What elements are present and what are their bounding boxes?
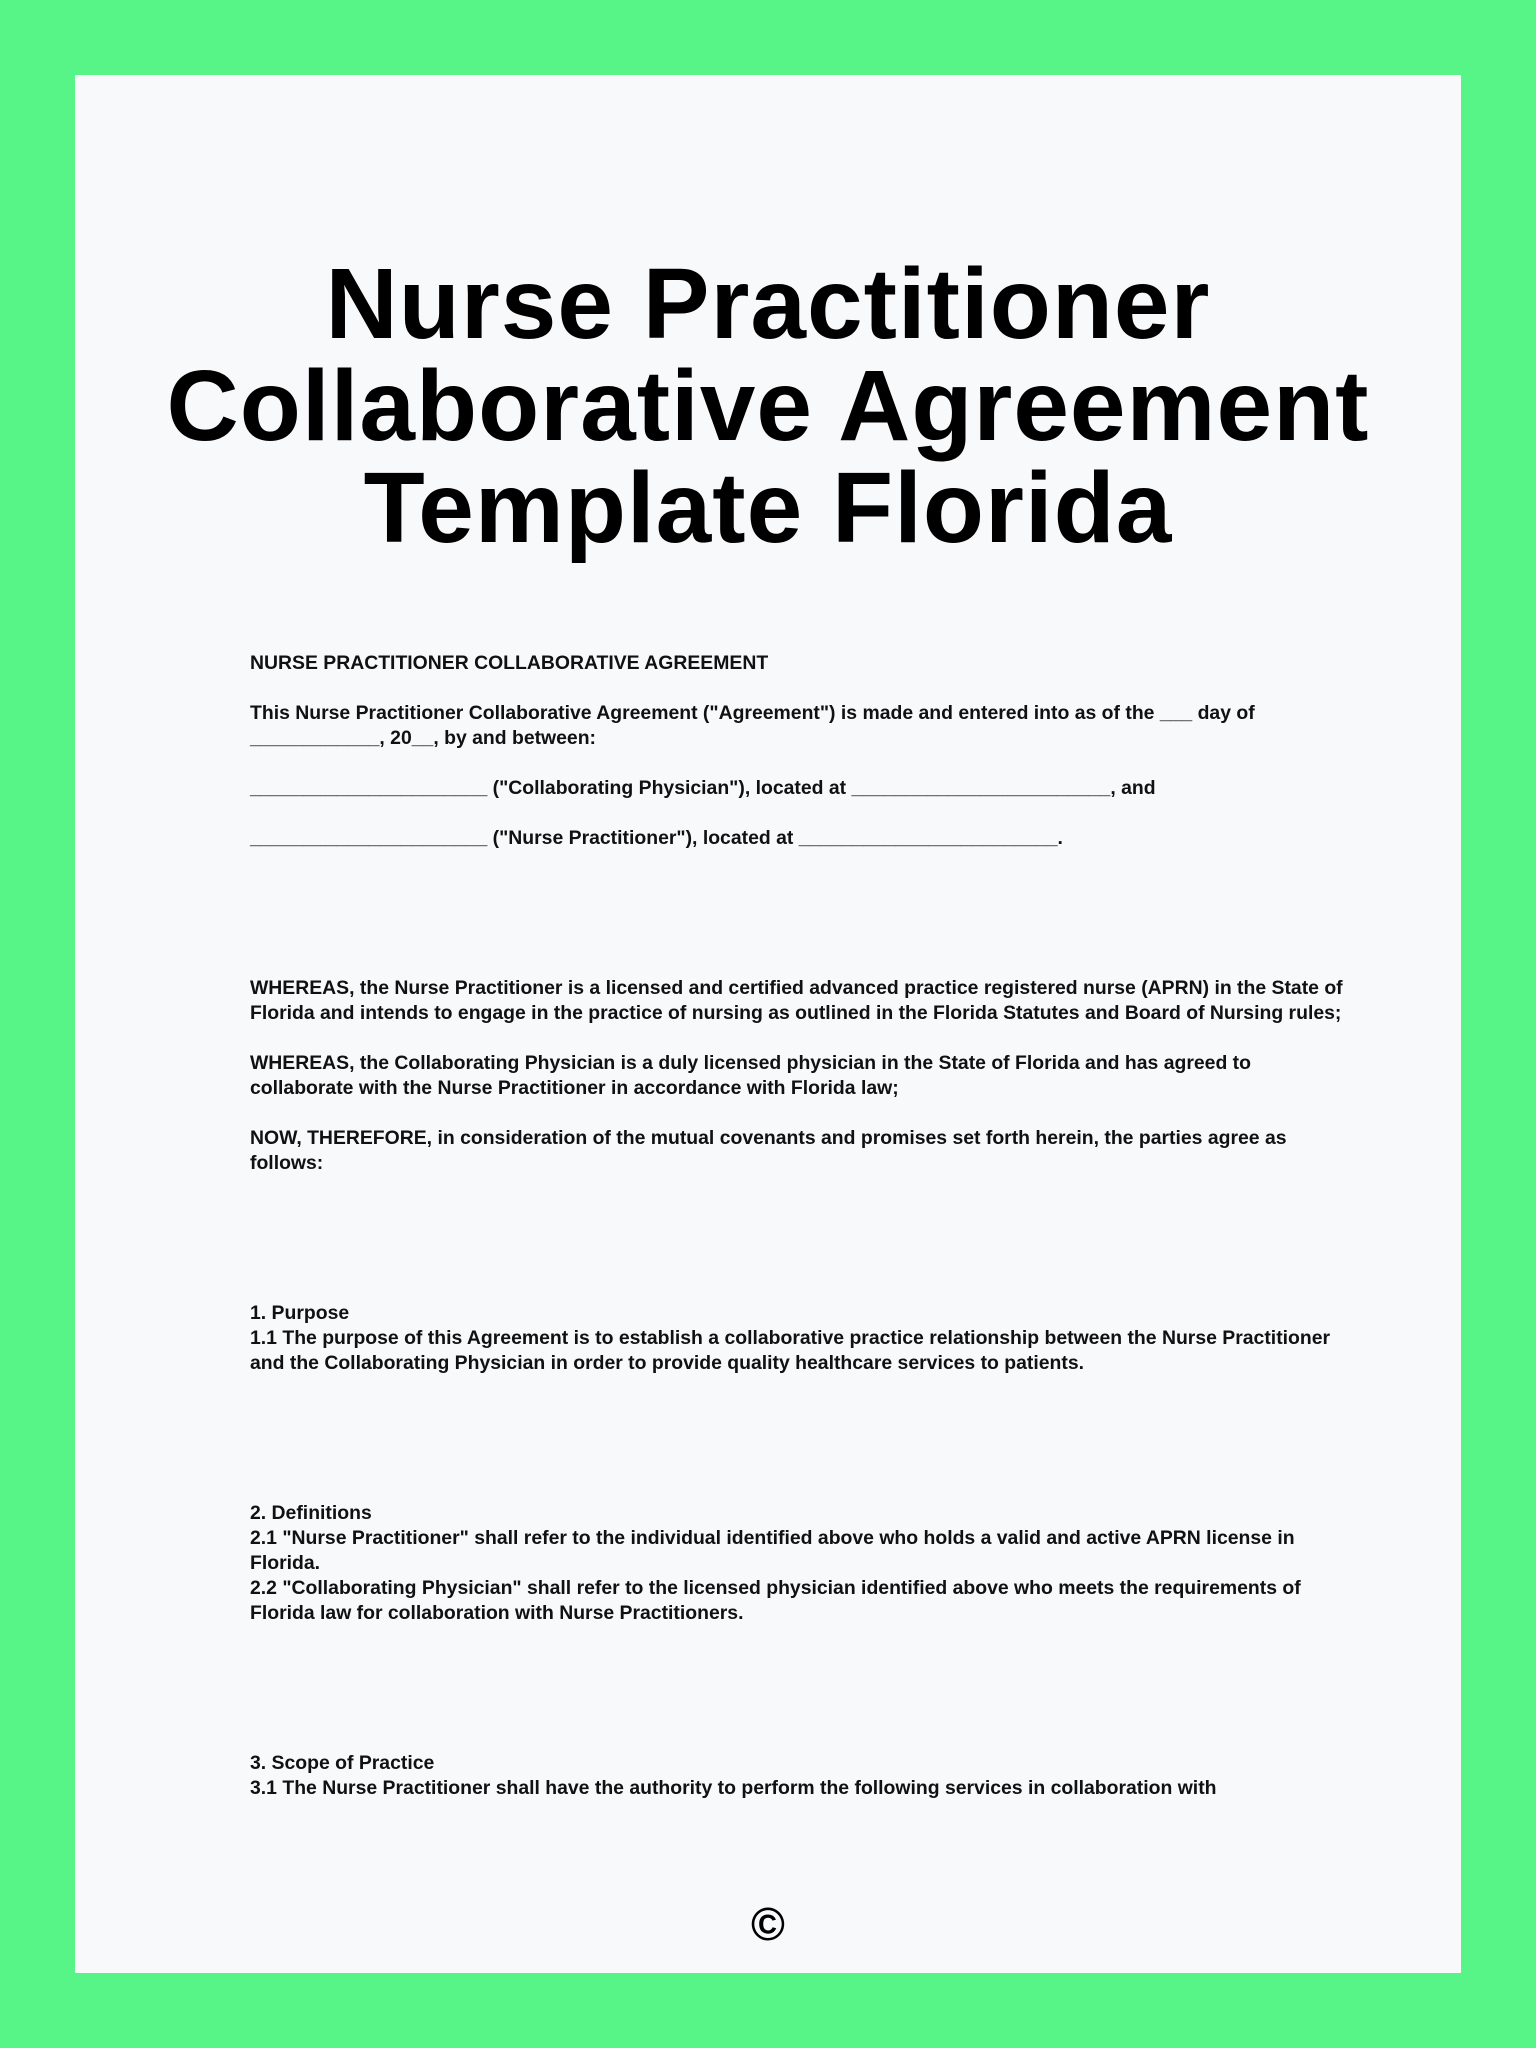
party-physician-line: ______________________ ("Collaborating Physician"), located at ________________________, and: [250, 777, 1156, 799]
agreement-heading: NURSE PRACTITIONER COLLABORATIVE AGREEMENT: [250, 652, 769, 674]
agreement-body: [250, 651, 1350, 1801]
section-2-2-text: 2.2 "Collaborating Physician" shall refer to the licensed physician identified above who meets the requirements of Florida law for collaboration with Nurse Practitioners.: [250, 1577, 1307, 1624]
section-1-1-text: 1.1 The purpose of this Agreement is to establish a collaborative practice relationship between the Nurse Practitioner and the Collaborating Physician in order to provide quality healthcare services to patients.: [250, 1327, 1336, 1374]
section-3-title: 3. Scope of Practice: [250, 1752, 435, 1774]
copyright-icon: ©: [751, 1898, 785, 1950]
whereas-paragraph-1: WHEREAS, the Nurse Practitioner is a licensed and certified advanced practice registered nurse (APRN) in the State of Florida and intends to engage in the practice of nursing as outlined in the Florida Statutes and Board of Nursing rules;: [250, 977, 1349, 1024]
whereas-paragraph-2: WHEREAS, the Collaborating Physician is a duly licensed physician in the State of Florida and has agreed to collaborate with the Nurse Practitioner in accordance with Florida law;: [250, 1052, 1257, 1099]
now-therefore-paragraph: NOW, THEREFORE, in consideration of the mutual covenants and promises set forth herein, the parties agree as follows:: [250, 1127, 1292, 1174]
title-line-3: Template Florida: [363, 452, 1173, 564]
intro-paragraph: This Nurse Practitioner Collaborative Agreement ("Agreement") is made and entered into as of the ___ day of ____________, 20__, by and between:: [250, 702, 1261, 749]
title-line-1: Nurse Practitioner: [325, 248, 1211, 360]
party-np-line: ______________________ ("Nurse Practitioner"), located at ________________________.: [250, 827, 1063, 849]
section-3-1-text: 3.1 The Nurse Practitioner shall have the authority to perform the following services in collaboration with: [250, 1777, 1217, 1799]
document-title: [75, 248, 1461, 564]
section-2-title: 2. Definitions: [250, 1502, 372, 1524]
section-1-title: 1. Purpose: [250, 1302, 350, 1324]
title-line-2: Collaborative Agreement: [166, 350, 1370, 462]
document-page: [75, 75, 1461, 1973]
section-2-1-text: 2.1 "Nurse Practitioner" shall refer to the individual identified above who holds a valid and active APRN license in Florida.: [250, 1527, 1300, 1574]
